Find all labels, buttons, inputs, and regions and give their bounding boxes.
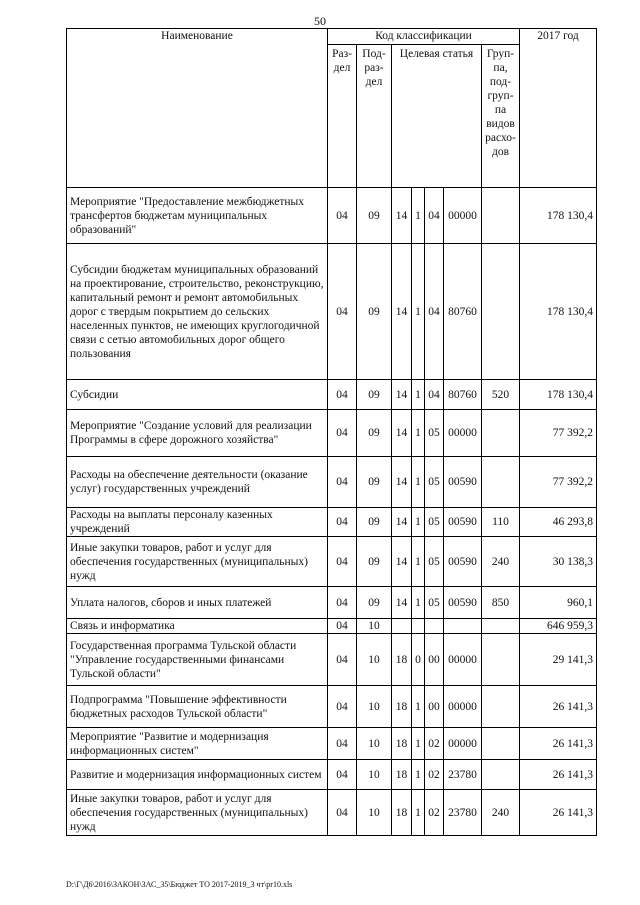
header-code-group: Код классификации xyxy=(328,29,520,45)
row-target-event: 05 xyxy=(425,410,444,457)
row-target-event: 02 xyxy=(425,760,444,790)
row-target-direction: 80760 xyxy=(444,244,482,380)
row-target-direction: 00590 xyxy=(444,587,482,619)
row-name: Субсидии бюджетам муниципальных образований на проектирование, строительство, реконструкцию, капитальный ремонт и ремонт автомобильных дорог с твердым покрытием до сельских населенных пунктов, не имеющих круглогодичной связи с сетью автомобильных дорог общего пользования xyxy=(67,244,328,380)
page-number: 50 xyxy=(314,14,326,28)
row-section: 04 xyxy=(328,686,357,728)
row-expense-group: 240 xyxy=(482,790,520,836)
row-target-event: 00 xyxy=(425,634,444,686)
row-subsection: 09 xyxy=(357,410,392,457)
row-subsection: 09 xyxy=(357,587,392,619)
row-target-direction: 00000 xyxy=(444,686,482,728)
row-target-subprogram xyxy=(412,619,425,634)
row-subsection: 09 xyxy=(357,508,392,537)
row-target-program: 18 xyxy=(392,790,412,836)
row-target-program: 18 xyxy=(392,634,412,686)
row-section: 04 xyxy=(328,619,357,634)
row-expense-group xyxy=(482,457,520,508)
row-target-direction: 00590 xyxy=(444,537,482,587)
row-section: 04 xyxy=(328,537,357,587)
row-target-subprogram: 0 xyxy=(412,634,425,686)
row-amount: 960,1 xyxy=(520,587,597,619)
row-section: 04 xyxy=(328,760,357,790)
row-target-program: 14 xyxy=(392,587,412,619)
row-target-direction: 00000 xyxy=(444,410,482,457)
header-expense-group: Груп- па, под- груп- па видов расхо- дов xyxy=(482,45,520,188)
row-target-event: 04 xyxy=(425,380,444,410)
row-target-program: 18 xyxy=(392,686,412,728)
row-target-direction: 80760 xyxy=(444,380,482,410)
row-target-subprogram: 1 xyxy=(412,410,425,457)
row-subsection: 09 xyxy=(357,457,392,508)
row-target-event: 05 xyxy=(425,508,444,537)
table-row xyxy=(67,410,597,457)
table-row xyxy=(67,760,597,790)
row-target-subprogram: 1 xyxy=(412,508,425,537)
header-subsection: Под- раз- дел xyxy=(357,45,392,188)
row-target-subprogram: 1 xyxy=(412,686,425,728)
row-expense-group xyxy=(482,728,520,760)
row-target-event: 04 xyxy=(425,244,444,380)
table-row xyxy=(67,457,597,508)
row-target-direction: 00000 xyxy=(444,634,482,686)
header-name: Наименование xyxy=(67,29,328,188)
row-expense-group: 240 xyxy=(482,537,520,587)
row-amount: 26 141,3 xyxy=(520,760,597,790)
row-amount: 26 141,3 xyxy=(520,686,597,728)
row-target-direction xyxy=(444,619,482,634)
row-subsection: 09 xyxy=(357,537,392,587)
row-amount: 46 293,8 xyxy=(520,508,597,537)
row-target-program: 14 xyxy=(392,188,412,244)
row-subsection: 10 xyxy=(357,760,392,790)
row-expense-group xyxy=(482,188,520,244)
row-target-program: 14 xyxy=(392,244,412,380)
row-amount: 77 392,2 xyxy=(520,410,597,457)
row-target-direction: 00000 xyxy=(444,728,482,760)
row-section: 04 xyxy=(328,244,357,380)
table-row xyxy=(67,537,597,587)
row-section: 04 xyxy=(328,410,357,457)
row-target-subprogram: 1 xyxy=(412,188,425,244)
row-expense-group xyxy=(482,760,520,790)
row-amount: 178 130,4 xyxy=(520,244,597,380)
row-section: 04 xyxy=(328,587,357,619)
row-target-subprogram: 1 xyxy=(412,790,425,836)
row-amount: 178 130,4 xyxy=(520,188,597,244)
row-expense-group xyxy=(482,410,520,457)
row-target-subprogram: 1 xyxy=(412,244,425,380)
table-row xyxy=(67,790,597,836)
table-row xyxy=(67,380,597,410)
row-amount: 26 141,3 xyxy=(520,790,597,836)
row-name: Мероприятие "Создание условий для реализации Программы в сфере дорожного хозяйства" xyxy=(67,410,328,457)
row-expense-group xyxy=(482,244,520,380)
row-target-direction: 00590 xyxy=(444,457,482,508)
table-row xyxy=(67,686,597,728)
row-target-subprogram: 1 xyxy=(412,760,425,790)
row-section: 04 xyxy=(328,508,357,537)
table-row xyxy=(67,587,597,619)
row-target-program: 14 xyxy=(392,508,412,537)
row-amount: 77 392,2 xyxy=(520,457,597,508)
row-expense-group: 520 xyxy=(482,380,520,410)
row-target-direction: 00590 xyxy=(444,508,482,537)
row-target-subprogram: 1 xyxy=(412,587,425,619)
row-name: Развитие и модернизация информационных систем xyxy=(67,760,328,790)
row-name: Расходы на выплаты персоналу казенных учреждений xyxy=(67,508,328,537)
row-target-event xyxy=(425,619,444,634)
row-target-event: 05 xyxy=(425,457,444,508)
row-section: 04 xyxy=(328,457,357,508)
row-name: Мероприятие "Развитие и модернизация информационных систем" xyxy=(67,728,328,760)
row-section: 04 xyxy=(328,634,357,686)
row-section: 04 xyxy=(328,188,357,244)
row-section: 04 xyxy=(328,790,357,836)
row-expense-group: 110 xyxy=(482,508,520,537)
row-expense-group xyxy=(482,619,520,634)
row-subsection: 09 xyxy=(357,380,392,410)
row-amount: 30 138,3 xyxy=(520,537,597,587)
row-subsection: 10 xyxy=(357,619,392,634)
row-target-event: 02 xyxy=(425,790,444,836)
row-target-subprogram: 1 xyxy=(412,728,425,760)
row-subsection: 10 xyxy=(357,634,392,686)
row-expense-group xyxy=(482,686,520,728)
row-amount: 646 959,3 xyxy=(520,619,597,634)
row-target-program xyxy=(392,619,412,634)
row-subsection: 10 xyxy=(357,728,392,760)
row-target-direction: 23780 xyxy=(444,760,482,790)
row-expense-group xyxy=(482,634,520,686)
row-target-subprogram: 1 xyxy=(412,457,425,508)
table-row xyxy=(67,619,597,634)
row-subsection: 10 xyxy=(357,790,392,836)
row-section: 04 xyxy=(328,380,357,410)
row-target-event: 05 xyxy=(425,537,444,587)
row-amount: 178 130,4 xyxy=(520,380,597,410)
table-body xyxy=(67,188,597,836)
row-target-program: 14 xyxy=(392,410,412,457)
row-expense-group: 850 xyxy=(482,587,520,619)
row-target-program: 14 xyxy=(392,380,412,410)
row-target-program: 18 xyxy=(392,760,412,790)
row-name: Связь и информатика xyxy=(67,619,328,634)
row-target-event: 02 xyxy=(425,728,444,760)
row-name: Уплата налогов, сборов и иных платежей xyxy=(67,587,328,619)
table-row xyxy=(67,244,597,380)
table-row xyxy=(67,508,597,537)
row-subsection: 10 xyxy=(357,686,392,728)
row-name: Мероприятие "Предоставление межбюджетных трансфертов бюджетам муниципальных образований" xyxy=(67,188,328,244)
row-target-event: 05 xyxy=(425,587,444,619)
row-target-program: 14 xyxy=(392,537,412,587)
row-section: 04 xyxy=(328,728,357,760)
row-amount: 26 141,3 xyxy=(520,728,597,760)
row-target-program: 18 xyxy=(392,728,412,760)
row-name: Иные закупки товаров, работ и услуг для обеспечения государственных (муниципальных) нужд xyxy=(67,790,328,836)
table-row xyxy=(67,634,597,686)
row-name: Расходы на обеспечение деятельности (оказание услуг) государственных учреждений xyxy=(67,457,328,508)
row-subsection: 09 xyxy=(357,188,392,244)
header-target: Целевая статья xyxy=(392,45,482,188)
row-target-direction: 00000 xyxy=(444,188,482,244)
row-target-direction: 23780 xyxy=(444,790,482,836)
row-target-event: 00 xyxy=(425,686,444,728)
file-path-footer: D:\Г\Д6\2016\ЗАКОН\ЗАС_35\Бюджет ТО 2017-2019_3 чт\pr10.xls xyxy=(66,880,293,889)
row-target-program: 14 xyxy=(392,457,412,508)
row-target-event: 04 xyxy=(425,188,444,244)
row-subsection: 09 xyxy=(357,244,392,380)
header-year: 2017 год xyxy=(520,29,597,188)
budget-table xyxy=(66,28,597,836)
row-name: Субсидии xyxy=(67,380,328,410)
row-name: Подпрограмма "Повышение эффективности бюджетных расходов Тульской области" xyxy=(67,686,328,728)
row-name: Иные закупки товаров, работ и услуг для обеспечения государственных (муниципальных) нужд xyxy=(67,537,328,587)
row-target-subprogram: 1 xyxy=(412,537,425,587)
table-row xyxy=(67,188,597,244)
header-section: Раз- дел xyxy=(328,45,357,188)
row-name: Государственная программа Тульской области "Управление государственными финансами Тульской области" xyxy=(67,634,328,686)
table-row xyxy=(67,728,597,760)
row-target-subprogram: 1 xyxy=(412,380,425,410)
row-amount: 29 141,3 xyxy=(520,634,597,686)
